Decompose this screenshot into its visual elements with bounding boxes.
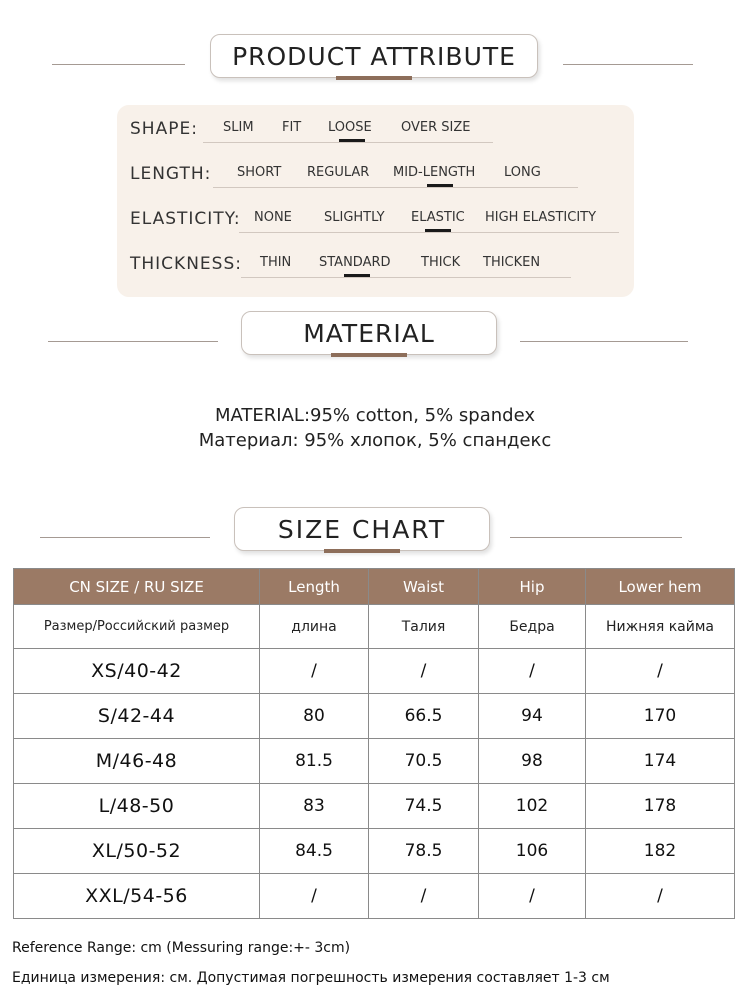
value-cell: 174 — [586, 739, 735, 784]
value-cell: 102 — [479, 784, 586, 829]
material-title: MATERIAL — [303, 318, 435, 348]
header-cell: CN SIZE / RU SIZE — [14, 569, 260, 605]
value-cell: 78.5 — [369, 829, 479, 874]
size-cell: XXL/54-56 — [14, 874, 260, 919]
value-cell: 106 — [479, 829, 586, 874]
value-cell: / — [260, 874, 369, 919]
value-cell: 94 — [479, 694, 586, 739]
size-cell: S/42-44 — [14, 694, 260, 739]
header-rule-right — [520, 341, 688, 342]
header-cell: Lower hem — [586, 569, 735, 605]
attr-row-shape — [117, 105, 634, 145]
header-rule-left — [40, 537, 210, 538]
value-cell: 74.5 — [369, 784, 479, 829]
table-header-row — [14, 569, 735, 605]
value-cell: 83 — [260, 784, 369, 829]
value-cell: / — [586, 649, 735, 694]
attribute-panel — [117, 105, 634, 297]
value-cell: / — [260, 649, 369, 694]
attr-line — [203, 142, 493, 143]
value-cell: 98 — [479, 739, 586, 784]
attr-label: LENGTH: — [130, 164, 212, 184]
header-cell: Hip — [479, 569, 586, 605]
attr-row-length — [117, 150, 634, 190]
attr-option: STANDARD — [319, 255, 391, 270]
attr-option: LOOSE — [328, 120, 372, 135]
table-row — [14, 739, 735, 784]
attr-label: THICKNESS: — [130, 254, 242, 274]
title-underline — [331, 353, 407, 357]
attr-option: SLIM — [223, 120, 254, 135]
attr-row-elasticity — [117, 195, 634, 235]
size-chart-table — [13, 568, 735, 919]
table-row — [14, 874, 735, 919]
size-chart-title: SIZE CHART — [277, 514, 447, 544]
attr-selected-marker — [425, 229, 451, 232]
attr-option: SHORT — [237, 165, 282, 180]
attr-selected-marker — [339, 139, 365, 142]
value-cell: / — [479, 649, 586, 694]
attr-option: MID-LENGTH — [393, 165, 476, 180]
size-chart-title-box — [234, 507, 490, 551]
ru-header-cell: Размер/Российский размер — [14, 605, 260, 649]
header-cell: Waist — [369, 569, 479, 605]
header-rule-right — [563, 64, 693, 65]
reference-note-ru: Единица измерения: см. Допустимая погрешность измерения составляет 1-3 см — [12, 970, 610, 986]
ru-header-cell: Талия — [369, 605, 479, 649]
attr-option: NONE — [254, 210, 292, 225]
material-title-box — [241, 311, 497, 355]
size-cell: M/46-48 — [14, 739, 260, 784]
attr-label: ELASTICITY: — [130, 209, 241, 229]
material-header — [0, 311, 750, 371]
ru-header-cell: Нижняя кайма — [586, 605, 735, 649]
material-text-ru: Материал: 95% хлопок, 5% спандекс — [198, 430, 552, 451]
attr-option: LONG — [504, 165, 541, 180]
table-ru-header-row — [14, 605, 735, 649]
size-cell: XL/50-52 — [14, 829, 260, 874]
value-cell: 178 — [586, 784, 735, 829]
header-rule-left — [48, 341, 218, 342]
attr-option: ELASTIC — [411, 210, 465, 225]
header-rule-right — [510, 537, 682, 538]
value-cell: 182 — [586, 829, 735, 874]
size-cell: L/48-50 — [14, 784, 260, 829]
table-row — [14, 829, 735, 874]
value-cell: / — [369, 649, 479, 694]
attr-selected-marker — [427, 184, 453, 187]
attr-line — [213, 187, 578, 188]
attr-option: THIN — [260, 255, 292, 270]
product-attribute-title: PRODUCT ATTRIBUTE — [232, 41, 516, 71]
reference-note-en: Reference Range: cm (Messuring range:+- 3cm) — [12, 940, 351, 956]
product-attribute-title-box — [210, 34, 538, 78]
ru-header-cell: Бедра — [479, 605, 586, 649]
ru-header-cell: длина — [260, 605, 369, 649]
size-cell: XS/40-42 — [14, 649, 260, 694]
title-underline — [324, 549, 400, 553]
value-cell: / — [369, 874, 479, 919]
value-cell: 80 — [260, 694, 369, 739]
title-underline — [336, 76, 412, 80]
product-attribute-header — [0, 34, 750, 94]
attr-option: FIT — [282, 120, 302, 135]
attr-line — [239, 232, 619, 233]
value-cell: / — [586, 874, 735, 919]
attr-selected-marker — [344, 274, 370, 277]
value-cell: 170 — [586, 694, 735, 739]
header-cell: Length — [260, 569, 369, 605]
attr-option: THICK — [421, 255, 461, 270]
value-cell: 84.5 — [260, 829, 369, 874]
attr-option: OVER SIZE — [401, 120, 471, 135]
attr-option: HIGH ELASTICITY — [485, 210, 597, 225]
table-row — [14, 784, 735, 829]
value-cell: 81.5 — [260, 739, 369, 784]
table-row — [14, 649, 735, 694]
attr-option: SLIGHTLY — [324, 210, 385, 225]
table-row — [14, 694, 735, 739]
attr-option: REGULAR — [307, 165, 370, 180]
value-cell: 66.5 — [369, 694, 479, 739]
value-cell: 70.5 — [369, 739, 479, 784]
attr-label: SHAPE: — [130, 119, 198, 139]
value-cell: / — [479, 874, 586, 919]
material-text-en: MATERIAL:95% cotton, 5% spandex — [214, 405, 535, 426]
attr-line — [241, 277, 571, 278]
attr-option: THICKEN — [483, 255, 541, 270]
size-chart-header — [0, 507, 750, 567]
attr-row-thickness — [117, 240, 634, 280]
header-rule-left — [52, 64, 185, 65]
